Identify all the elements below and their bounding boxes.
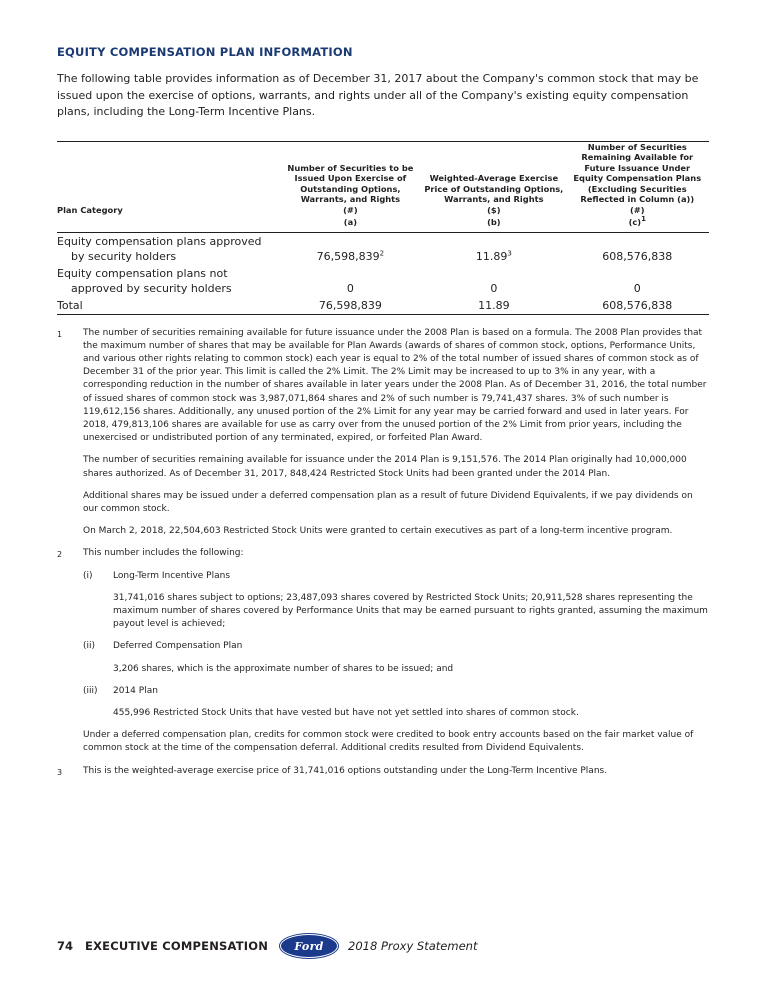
header-col-c-l3: Future Issuance Under bbox=[584, 162, 691, 173]
table-header-row bbox=[57, 141, 709, 217]
row-not-approved-a-number: 0 bbox=[346, 281, 354, 295]
footnote-1-mark: 1 bbox=[57, 329, 63, 339]
row-label-not-approved bbox=[57, 265, 279, 297]
footnote-2-trailing: Under a deferred compensation plan, credits for common stock were credited to book entry accounts based on the fair market value of common stock at the time of the compensation deferral. Additional credits resulted from Dividend Equivalents. bbox=[83, 730, 694, 754]
header-plan-category-label: Plan Category bbox=[57, 204, 123, 215]
page-number: 74 bbox=[57, 939, 74, 953]
footnote-2-item-2-title: 2014 Plan bbox=[113, 685, 158, 696]
equity-compensation-table bbox=[57, 141, 709, 315]
row-label-not-approved-l1: Equity compensation plans not bbox=[57, 266, 228, 280]
footnote-1-p2: The number of securities remaining available for issuance under the 2014 Plan is 9,151,576. The 2014 Plan originally had 10,000,000 shares authorized. As of December 31, 2017, 848,424 Restricted Stock Units had been granted under the 2014 Plan. bbox=[83, 455, 687, 479]
footnote-2-item-2-mark: (iii) bbox=[83, 685, 98, 696]
page-title: EQUITY COMPENSATION PLAN INFORMATION bbox=[57, 45, 353, 59]
row-label-not-approved-l2: approved by security holders bbox=[71, 281, 232, 295]
table-total-row bbox=[57, 297, 709, 315]
footnote-2-item-0-mark: (i) bbox=[83, 570, 93, 581]
table-body bbox=[57, 232, 709, 314]
row-approved-value-a bbox=[279, 232, 422, 265]
total-value-a: 76,598,839 bbox=[279, 297, 422, 315]
row-not-approved-value-c bbox=[566, 265, 709, 297]
header-plan-category bbox=[57, 141, 279, 217]
footnote-2-item-1-mark: (ii) bbox=[83, 641, 96, 652]
footnote-2-item bbox=[83, 685, 709, 698]
row-approved-a-footnote-mark: 2 bbox=[379, 248, 385, 257]
page-content bbox=[57, 45, 709, 788]
header-col-b-l2: Price of Outstanding Options, bbox=[424, 183, 564, 194]
header-col-c-l7: (#) bbox=[630, 204, 645, 215]
table-header bbox=[57, 141, 709, 232]
row-label-approved-l1: Equity compensation plans approved bbox=[57, 234, 262, 248]
header-col-c-l5: (Excluding Securities bbox=[587, 183, 687, 194]
footnote-2-intro: This number includes the following: bbox=[83, 548, 244, 559]
subheader-blank bbox=[57, 217, 279, 230]
footnote-3-body bbox=[83, 765, 709, 779]
header-col-c-l2: Remaining Available for bbox=[581, 152, 694, 162]
row-approved-b-footnote-mark: 3 bbox=[507, 248, 512, 257]
footnote-2 bbox=[57, 547, 709, 755]
footnote-2-body bbox=[83, 547, 709, 755]
subheader-c-label: (c) bbox=[628, 217, 642, 227]
header-col-a-l2: Issued Upon Exercise of bbox=[294, 173, 407, 183]
total-value-b: 11.89 bbox=[422, 297, 565, 315]
row-approved-b-number: 11.89 bbox=[475, 249, 508, 263]
header-col-a-l1: Number of Securities to be bbox=[287, 162, 414, 173]
subheader-b: (b) bbox=[487, 217, 501, 227]
row-approved-c-number: 608,576,838 bbox=[602, 249, 673, 263]
header-col-c-l4: Equity Compensation Plans bbox=[573, 173, 702, 183]
footnote-2-item-0-detail: 31,741,016 shares subject to options; 23,487,093 shares covered by Restricted Stock Units; 20,911,528 shares representing the maximum number of shares covered by Performance Units that may be earned pursuant to rights granted, assuming the maximum payout level is achieved; bbox=[113, 592, 708, 630]
row-not-approved-b-number: 0 bbox=[490, 281, 498, 295]
table-row bbox=[57, 232, 709, 265]
header-col-c bbox=[566, 141, 709, 217]
footnote-1-p4: On March 2, 2018, 22,504,603 Restricted Stock Units were granted to certain executives as part of a long-term incentive program. bbox=[83, 526, 673, 537]
footnote-2-item-2-detail: 455,996 Restricted Stock Units that have vested but have not yet settled into shares of common stock. bbox=[113, 707, 579, 718]
footnote-2-item-1-detail: 3,206 shares, which is the approximate number of shares to be issued; and bbox=[113, 663, 454, 674]
table-subheader-row bbox=[57, 217, 709, 230]
footnote-3 bbox=[57, 765, 709, 779]
footer-document-name: 2018 Proxy Statement bbox=[348, 939, 478, 953]
ford-logo-text: Ford bbox=[294, 939, 324, 953]
footnote-2-item bbox=[83, 640, 709, 653]
footer-section-name: EXECUTIVE COMPENSATION bbox=[85, 939, 269, 953]
header-col-c-l1: Number of Securities bbox=[587, 141, 687, 152]
header-col-b bbox=[422, 141, 565, 217]
footnote-1-p3: Additional shares may be issued under a deferred compensation plan as a result of future Dividend Equivalents, if we pay dividends on our common stock. bbox=[83, 490, 693, 514]
footnote-2-item-1-title: Deferred Compensation Plan bbox=[113, 641, 243, 652]
footnote-1 bbox=[57, 327, 709, 539]
intro-paragraph: The following table provides information as of December 31, 2017 about the Company's common stock that may be issued upon the exercise of options, warrants, and rights under all of the Company's existing equity compensation plans, including the Long-Term Incentive Plans. bbox=[57, 72, 699, 118]
header-col-a-l4: Warrants, and Rights bbox=[300, 194, 401, 204]
footnote-1-body bbox=[83, 327, 709, 539]
header-col-a-l5: (#) bbox=[343, 204, 358, 215]
row-not-approved-value-a bbox=[279, 265, 422, 297]
row-label-approved bbox=[57, 232, 279, 265]
footnote-2-item-0-title: Long-Term Incentive Plans bbox=[113, 570, 231, 581]
row-approved-value-c bbox=[566, 232, 709, 265]
row-approved-value-b bbox=[422, 232, 565, 265]
footnotes bbox=[57, 327, 709, 779]
row-not-approved-value-b bbox=[422, 265, 565, 297]
row-label-approved-l2: by security holders bbox=[71, 249, 177, 263]
footnote-3-text: This is the weighted-average exercise price of 31,741,016 options outstanding under the Long-Term Incentive Plans. bbox=[83, 765, 608, 776]
footnote-1-p1: The number of securities remaining available for future issuance under the 2008 Plan is based on a formula. The 2008 Plan provides that the maximum number of shares that may be available for Plan Awards (awards of shares of common stock, options, Performance Units, and various other rights relating to common stock) each year is equal to 2% of the total number of issued shares of common stock as of December 31 of the prior year. This limit is called the 2% Limit. The 2% Limit may be increased to up to 3% in any year, with a corresponding reduction in the number of shares available in later years under the 2008 Plan. As of December 31, 2016, the total number of issued shares of common stock was 3,987,071,864 shares and 2% of such number is 79,741,437 shares. 3% of such number is 119,612,156 shares. Additionally, any unused portion of the 2% Limit for any year may be carried forward and used in later years. For 2018, 479,813,106 shares are available for use as carry over from the unused portion of the 2% Limit from prior years, including the unexercised or undistributed portion of any terminated, expired, or forfeited Plan Award. bbox=[83, 327, 707, 444]
subheader-a: (a) bbox=[343, 217, 357, 227]
header-col-a-l3: Outstanding Options, bbox=[300, 183, 401, 194]
footnote-3-mark: 3 bbox=[57, 767, 63, 777]
header-col-b-l3: Warrants, and Rights bbox=[444, 194, 544, 204]
page-footer bbox=[57, 934, 477, 958]
subheader-c bbox=[566, 217, 709, 230]
footnote-2-mark: 2 bbox=[57, 550, 63, 560]
header-col-a bbox=[279, 141, 422, 217]
row-approved-a-number: 76,598,839 bbox=[316, 249, 380, 263]
header-col-b-l1: Weighted-Average Exercise bbox=[429, 173, 559, 183]
footnote-2-item bbox=[83, 570, 709, 583]
subheader-c-footnote-mark: 1 bbox=[641, 215, 646, 224]
header-col-b-l4: ($) bbox=[487, 204, 501, 215]
table-row bbox=[57, 265, 709, 297]
total-label: Total bbox=[57, 297, 279, 315]
header-col-c-l6: Reflected in Column (a)) bbox=[580, 194, 695, 204]
total-value-c: 608,576,838 bbox=[566, 297, 709, 315]
ford-logo-icon bbox=[280, 934, 338, 958]
row-not-approved-c-number: 0 bbox=[633, 281, 641, 295]
